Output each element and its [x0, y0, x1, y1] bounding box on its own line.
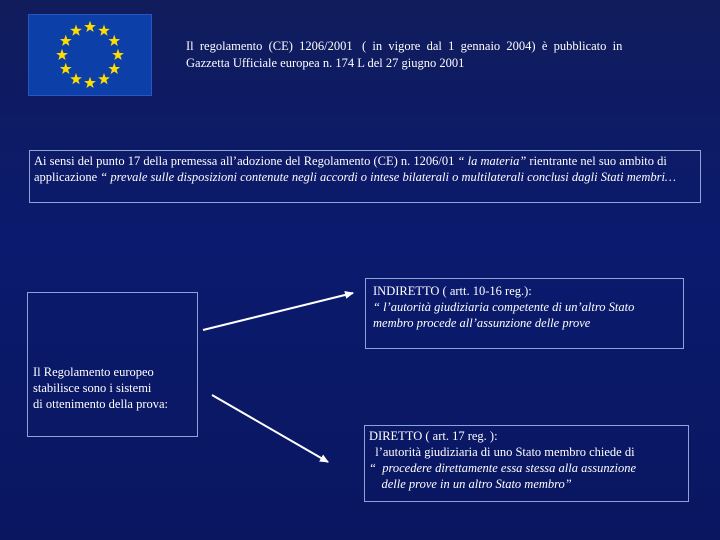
- star-icon: [98, 25, 110, 36]
- premessa-quote-prevale: “ prevale sulle disposizioni contenute negli accordi o intese bilaterali o multilaterali conclusi dagli Stati membri…: [100, 170, 677, 184]
- star-icon: [108, 63, 120, 74]
- star-icon: [60, 35, 72, 46]
- indiretto-heading: INDIRETTO ( artt. 10-16 reg.):: [373, 284, 532, 298]
- diretto-line-3: delle prove in un altro Stato membro”: [369, 477, 572, 491]
- star-icon: [84, 21, 96, 32]
- intro-text: [186, 38, 672, 72]
- arrow-right-up-icon: [203, 293, 353, 330]
- regolamento-text: [33, 364, 168, 412]
- star-icon: [70, 73, 82, 84]
- indiretto-line-2: membro procede all’assunzione delle prove: [373, 316, 591, 330]
- diretto-heading: DIRETTO ( art. 17 reg. ):: [369, 429, 498, 443]
- regolamento-line-2: stabilisce sono i sistemi: [33, 381, 152, 395]
- diretto-line-2: “ procedere direttamente essa stessa alla assunzione: [369, 461, 636, 475]
- star-icon: [112, 49, 124, 60]
- eu-flag-icon: [28, 14, 152, 96]
- premessa-box: [29, 150, 701, 203]
- regolamento-line-1: Il Regolamento europeo: [33, 365, 154, 379]
- arrow-right-down-icon: [212, 395, 328, 462]
- indiretto-box: [365, 278, 684, 349]
- star-icon: [70, 25, 82, 36]
- premessa-quote-materia: “ la materia”: [457, 154, 527, 168]
- intro-line-1: Il regolamento (CE) 1206/2001 ( in vigore dal 1 gennaio 2004) è pubblicato in: [186, 39, 623, 53]
- diretto-box: [364, 425, 689, 502]
- regolamento-line-3: di ottenimento della prova:: [33, 397, 169, 411]
- star-icon: [98, 73, 110, 84]
- star-icon: [84, 77, 96, 88]
- diretto-line-1: l’autorità giudiziaria di uno Stato membro chiede di: [369, 445, 635, 459]
- indiretto-line-1: “ l’autorità giudiziaria competente di un’altro Stato: [373, 300, 635, 314]
- premessa-text-2: rientrante nel suo ambito di applicazione: [34, 154, 667, 184]
- star-icon: [56, 49, 68, 60]
- star-icon: [108, 35, 120, 46]
- regolamento-box: [27, 292, 198, 437]
- premessa-text-1: Ai sensi del punto 17 della premessa all’adozione del Regolamento (CE) n. 1206/01: [34, 154, 458, 168]
- intro-line-2: Gazzetta Ufficiale europea n. 174 L del 27 giugno 2001: [186, 56, 465, 70]
- star-icon: [60, 63, 72, 74]
